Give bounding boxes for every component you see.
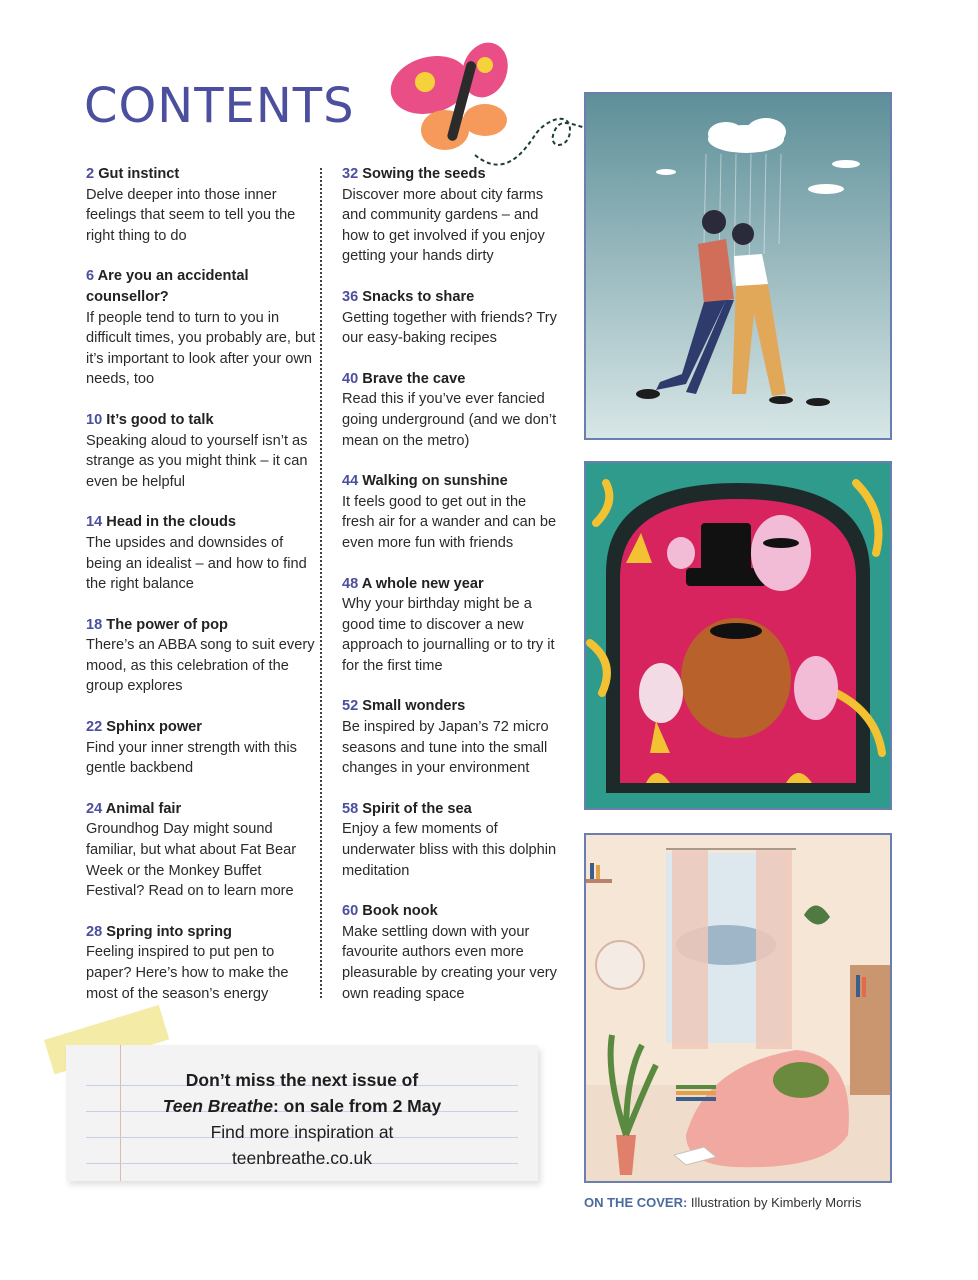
entry-description: Speaking aloud to yourself isn’t as strange as you might think – it can even be helpful xyxy=(86,432,308,490)
page-number: 36 xyxy=(342,288,359,305)
page-number: 32 xyxy=(342,166,359,182)
page-number: 18 xyxy=(86,616,103,633)
column-divider xyxy=(320,168,322,998)
entry-title: Animal fair xyxy=(105,800,182,817)
entry-description: It feels good to get out in the fresh air for a wander and can be even more fun with friends xyxy=(342,493,557,551)
website-link[interactable]: teenbreathe.co.uk xyxy=(231,1148,373,1168)
page-number: 40 xyxy=(342,370,359,387)
entry-description: Find your inner strength with this gentle backbend xyxy=(86,739,297,777)
note-line-3: Find more inspiration at xyxy=(210,1122,394,1142)
entry-description: Discover more about city farms and community gardens – and how to get involved if you enjoy getting your hands dirty xyxy=(342,186,545,265)
entry-title: Snacks to share xyxy=(362,288,475,305)
page-number: 14 xyxy=(86,514,103,531)
note-text xyxy=(66,1067,538,1171)
contents-entry[interactable] xyxy=(86,512,316,594)
contents-entry[interactable] xyxy=(86,615,316,697)
entry-description: Getting together with friends? Try our easy-baking recipes xyxy=(342,309,557,347)
entry-title: Gut instinct xyxy=(98,166,180,182)
entry-description: Read this if you’ve ever fancied going underground (and we don’t mean on the metro) xyxy=(342,391,557,449)
contents-left-column xyxy=(86,164,316,1024)
note-line-2 xyxy=(66,1093,538,1119)
cover-caption xyxy=(584,1195,861,1210)
contents-entry[interactable] xyxy=(86,164,316,246)
page-number: 28 xyxy=(86,923,103,940)
illustration-animal-party xyxy=(584,461,892,810)
entry-title: A whole new year xyxy=(361,575,484,592)
page-number: 44 xyxy=(342,473,359,490)
entry-title: The power of pop xyxy=(106,616,228,633)
page-number: 58 xyxy=(342,800,359,817)
contents-entry[interactable] xyxy=(86,410,316,492)
contents-right-column xyxy=(342,164,562,1024)
entry-title: Book nook xyxy=(362,903,438,920)
contents-entry[interactable] xyxy=(342,901,562,1004)
entry-title: It’s good to talk xyxy=(106,411,214,428)
entry-description: If people tend to turn to you in difficult times, you probably are, but it’s important to look after your own needs, too xyxy=(86,309,316,388)
illustration-couple-in-rain xyxy=(584,92,892,440)
entry-description: Groundhog Day might sound familiar, but what about Fat Bear Week or the Monkey Buffet Festival? Read on to learn more xyxy=(86,821,297,900)
contents-entry[interactable] xyxy=(342,369,562,451)
contents-entry[interactable] xyxy=(342,696,562,778)
entry-description: Feeling inspired to put pen to paper? Here’s how to make the most of the season’s energy xyxy=(86,944,289,1002)
entry-description: The upsides and downsides of being an idealist – and how to find the right balance xyxy=(86,534,307,593)
contents-entry[interactable] xyxy=(86,717,316,779)
entry-title: Spirit of the sea xyxy=(362,800,472,817)
page-number: 52 xyxy=(342,698,359,715)
page-number: 22 xyxy=(86,719,103,736)
caption-label: ON THE COVER: xyxy=(584,1195,688,1210)
contents-entry[interactable] xyxy=(342,164,562,267)
entry-description: Enjoy a few moments of underwater bliss with this dolphin meditation xyxy=(342,821,557,879)
contents-entry[interactable] xyxy=(342,799,562,881)
contents-entry[interactable] xyxy=(342,574,562,677)
entry-description: Be inspired by Japan’s 72 micro seasons and tune into the small changes in your environment xyxy=(342,719,549,777)
entry-title: Brave the cave xyxy=(362,370,466,387)
entry-title: Small wonders xyxy=(362,698,466,715)
entry-title: Spring into spring xyxy=(106,923,232,940)
entry-description: There’s an ABBA song to suit every mood, as this celebration of the group explores xyxy=(86,637,315,695)
entry-description: Delve deeper into those inner feelings that seem to tell you the right thing to do xyxy=(86,186,296,244)
on-sale-date: : on sale from 2 May xyxy=(272,1096,442,1116)
contents-entry[interactable] xyxy=(86,799,316,902)
next-issue-note xyxy=(66,1045,538,1181)
contents-entry[interactable] xyxy=(86,922,316,1004)
page-number: 24 xyxy=(86,800,103,817)
page-number: 48 xyxy=(342,575,359,592)
entry-title: Sowing the seeds xyxy=(362,166,486,182)
contents-entry[interactable] xyxy=(342,287,562,349)
caption-credit: Illustration by Kimberly Morris xyxy=(687,1195,862,1210)
entry-title: Are you an accidental counsellor? xyxy=(86,268,249,305)
page-title: CONTENTS xyxy=(84,78,355,134)
entry-title: Walking on sunshine xyxy=(362,473,508,490)
entry-title: Sphinx power xyxy=(106,719,202,736)
illustration-reading-nook xyxy=(584,833,892,1183)
page-number: 60 xyxy=(342,903,359,920)
page-number: 10 xyxy=(86,411,103,428)
page-number: 2 xyxy=(86,166,95,182)
note-line-1: Don’t miss the next issue of xyxy=(185,1070,419,1090)
page-number: 6 xyxy=(86,268,95,285)
entry-title: Head in the clouds xyxy=(106,514,237,531)
contents-entry[interactable] xyxy=(342,471,562,553)
contents-entry[interactable] xyxy=(86,266,316,390)
entry-description: Why your birthday might be a good time to discover a new approach to journalling or to try it for the first time xyxy=(342,596,555,674)
entry-description: Make settling down with your favourite authors even more pleasurable by creating your very own reading space xyxy=(342,923,557,1002)
magazine-name: Teen Breathe xyxy=(162,1096,273,1116)
